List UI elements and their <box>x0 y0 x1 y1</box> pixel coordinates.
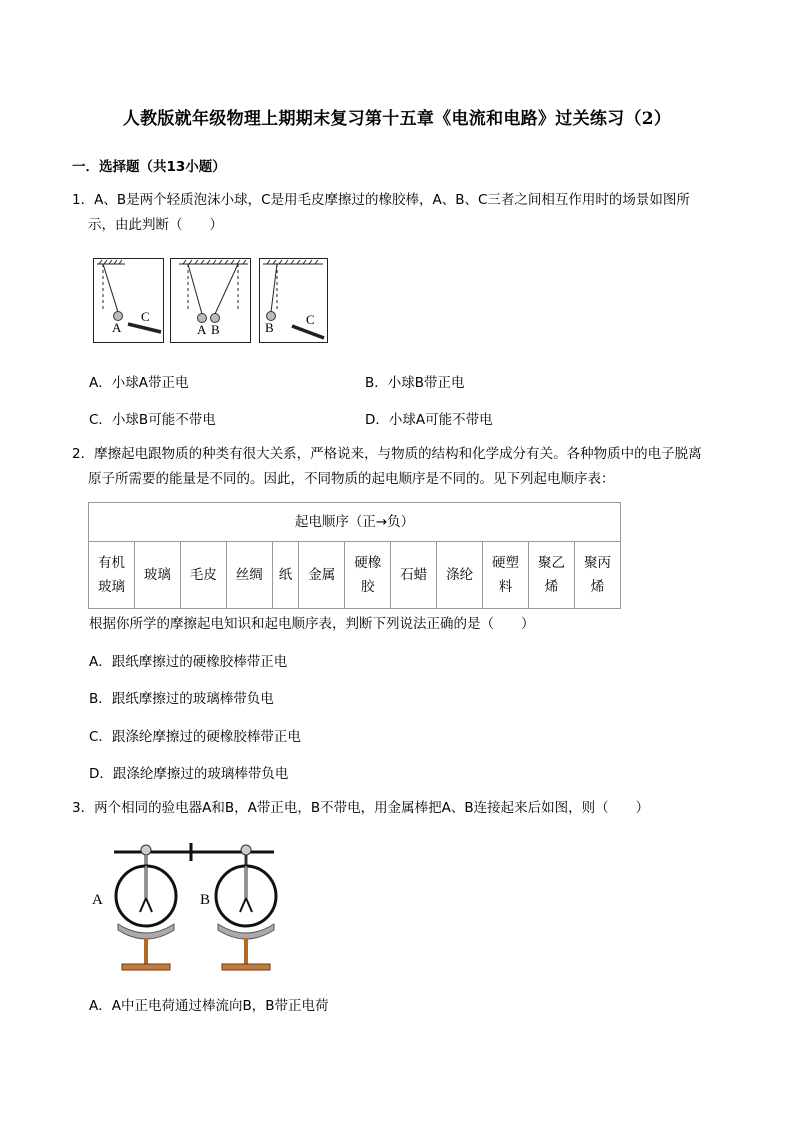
table-cell-material: 硬橡 胶 <box>345 542 391 609</box>
page-title: 人教版就年级物理上期期末复习第十五章《电流和电路》过关练习（2） <box>122 109 672 129</box>
figure-label-a: A <box>197 322 207 337</box>
table-cell-material: 毛皮 <box>180 542 226 609</box>
question-3-figure <box>88 838 288 978</box>
question-1-option-a[interactable]: A．小球A带正电 <box>89 375 189 391</box>
figure-label-a: A <box>92 892 103 908</box>
electroscope-b <box>216 845 276 970</box>
table-cell-material: 石蜡 <box>391 542 437 609</box>
question-2-stem-line-1: 2．摩擦起电跟物质的种类有很大关系，严格说来，与物质的结构和化学成分有关。各种物质中的电子脱离 <box>72 446 702 462</box>
question-1-option-c[interactable]: C．小球B可能不带电 <box>89 412 216 428</box>
figure-label-a: A <box>112 320 122 335</box>
figure-label-b: B <box>265 320 274 335</box>
table-cell-material: 聚乙 烯 <box>529 542 575 609</box>
question-1-figure <box>93 256 329 346</box>
table-header: 起电顺序（正→负） <box>89 503 621 542</box>
question-1-stem-line-1: 1．A、B是两个轻质泡沫小球，C是用毛皮摩擦过的橡胶棒，A、B、C三者之间相互作用时的场景如图所 <box>72 192 690 208</box>
question-2-option-b[interactable]: B．跟纸摩擦过的玻璃棒带负电 <box>89 691 274 707</box>
table-cell-material: 纸 <box>272 542 299 609</box>
table-cell-material: 硬塑 料 <box>483 542 529 609</box>
question-2-option-a[interactable]: A．跟纸摩擦过的硬橡胶棒带正电 <box>89 654 288 670</box>
table-cell-material: 聚丙 烯 <box>574 542 620 609</box>
figure-label-b: B <box>211 322 220 337</box>
table-cell-material: 玻璃 <box>134 542 180 609</box>
table-cell-material: 金属 <box>299 542 345 609</box>
triboelectric-series-table <box>88 502 621 609</box>
question-2-stem-line-2: 原子所需要的能量是不同的。因此，不同物质的起电顺序是不同的。见下列起电顺序表： <box>88 471 615 487</box>
figure-label-b: B <box>200 892 211 908</box>
table-cell-material: 有机 玻璃 <box>89 542 135 609</box>
question-1-option-d[interactable]: D．小球A可能不带电 <box>365 412 493 428</box>
figure-label-c: C <box>141 309 150 324</box>
question-3-stem: 3．两个相同的验电器A和B，A带正电，B不带电，用金属棒把A、B连接起来后如图，则（ ） <box>72 800 650 816</box>
question-2-stem <box>72 442 732 492</box>
table-cell-material: 涤纶 <box>437 542 483 609</box>
question-1-stem-line-2: 示，由此判断（ ） <box>88 217 223 233</box>
question-3-option-a[interactable]: A．A中正电荷通过棒流向B，B带正电荷 <box>89 998 329 1014</box>
question-2-option-c[interactable]: C．跟涤纶摩擦过的硬橡胶棒带正电 <box>89 729 301 745</box>
figure-label-c: C <box>306 312 315 327</box>
section-heading: 一．选择题（共13小题） <box>72 159 226 175</box>
question-1-option-b[interactable]: B．小球B带正电 <box>365 375 465 391</box>
question-1-stem <box>72 188 732 238</box>
table-cell-material: 丝绸 <box>226 542 272 609</box>
question-2-option-d[interactable]: D．跟涤纶摩擦过的玻璃棒带负电 <box>89 766 289 782</box>
question-2-prompt: 根据你所学的摩擦起电知识和起电顺序表，判断下列说法正确的是（ ） <box>89 616 535 632</box>
